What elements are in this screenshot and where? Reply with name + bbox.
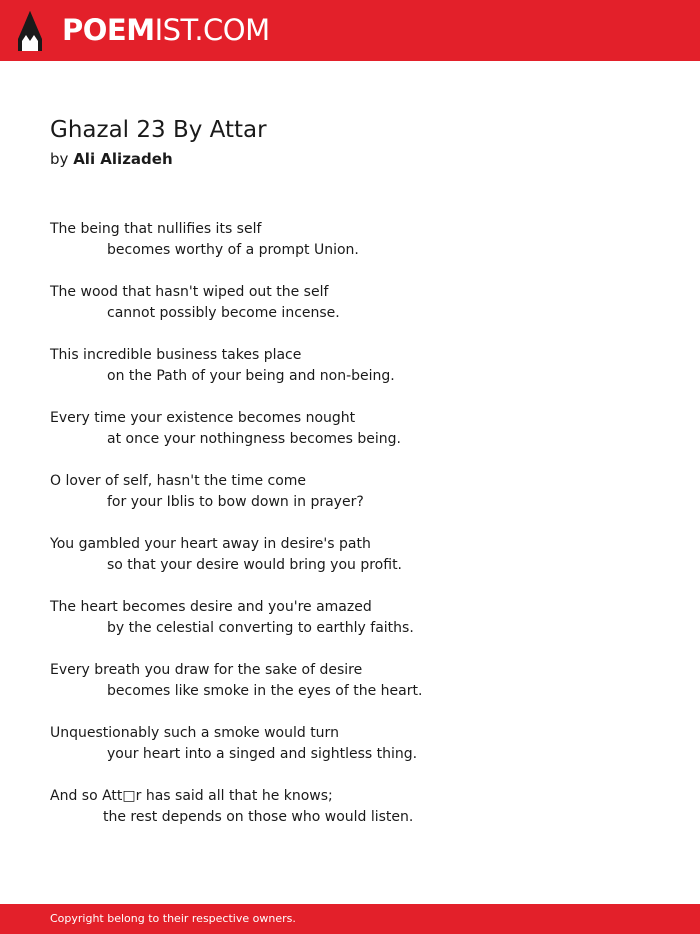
poem-line-indented: your heart into a singed and sightless thing.: [107, 746, 418, 762]
poem-line-indented: becomes worthy of a prompt Union.: [107, 242, 359, 258]
copyright-text: Copyright belong to their respective owners.: [50, 912, 296, 925]
poem-line-indented: the rest depends on those who would listen.: [103, 809, 414, 825]
poem-line: The wood that hasn't wiped out the self: [50, 284, 329, 300]
poem-title: Ghazal 23 By Attar: [50, 117, 267, 143]
poem-line: Every breath you draw for the sake of desire: [50, 662, 363, 678]
poem-line: And so Att□r has said all that he knows;: [50, 788, 333, 804]
stanza: [50, 282, 650, 345]
poem-line: The being that nullifies its self: [50, 221, 262, 237]
stanza: [50, 723, 650, 786]
poem-line-indented: for your Iblis to bow down in prayer?: [107, 494, 364, 510]
poem-line-indented: cannot possibly become incense.: [107, 305, 340, 321]
site-footer: [0, 904, 700, 934]
by-label: by: [50, 150, 69, 168]
stanza: [50, 471, 650, 534]
stanza: [50, 534, 650, 597]
stanza: [50, 660, 650, 723]
poem-line-indented: becomes like smoke in the eyes of the heart.: [107, 683, 423, 699]
byline: [50, 149, 173, 169]
poem-line: O lover of self, hasn't the time come: [50, 473, 307, 489]
poem-body: [50, 219, 650, 849]
poem-line: The heart becomes desire and you're amazed: [50, 599, 372, 615]
stanza: [50, 345, 650, 408]
author-name: Ali Alizadeh: [73, 150, 173, 168]
stanza: [50, 597, 650, 660]
stanza: [50, 408, 650, 471]
poem-line: Every time your existence becomes nought: [50, 410, 356, 426]
stanza: [50, 219, 650, 282]
stanza: [50, 786, 650, 849]
pencil-tip-icon[interactable]: [16, 9, 44, 51]
poem-line-indented: on the Path of your being and non-being.: [107, 368, 395, 384]
poem-line-indented: at once your nothingness becomes being.: [107, 431, 401, 447]
logo-light-text: IST.COM: [154, 13, 270, 47]
logo-bold-text: POEM: [62, 13, 155, 47]
poem-line: This incredible business takes place: [50, 347, 302, 363]
poem-line-indented: so that your desire would bring you profit.: [107, 557, 403, 573]
poem-line: You gambled your heart away in desire's path: [50, 536, 371, 552]
site-header: [0, 0, 700, 61]
poem-line: Unquestionably such a smoke would turn: [50, 725, 339, 741]
site-logo[interactable]: [62, 12, 270, 48]
poem-line-indented: by the celestial converting to earthly faiths.: [107, 620, 414, 636]
